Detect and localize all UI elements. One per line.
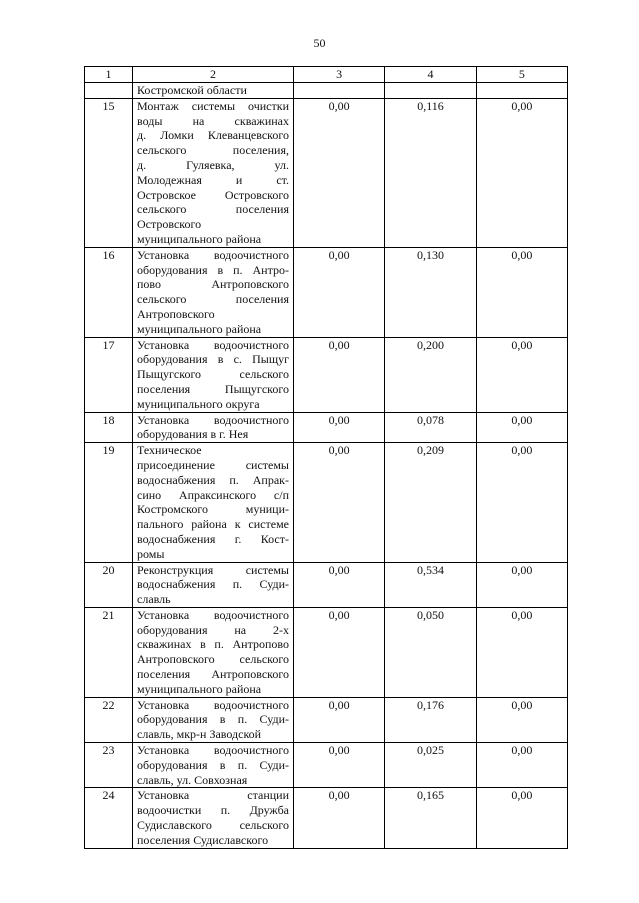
- description-line: присоединение системы: [137, 457, 289, 472]
- data-table: [84, 66, 568, 849]
- description-line: Островского: [137, 217, 202, 232]
- table-row: [85, 562, 568, 607]
- description-line: славль, мкр-н Заводской: [137, 727, 262, 742]
- row-value-col5: 0,00: [476, 697, 567, 742]
- description-line: муниципального района: [137, 681, 262, 696]
- description-line: Реконструкция системы: [137, 562, 289, 577]
- row-value-col5: 0,00: [476, 743, 567, 788]
- row-value-col5: 0,00: [476, 247, 567, 337]
- row-value-col3: 0,00: [294, 412, 385, 443]
- description-line: Судиславского сельского: [137, 818, 289, 833]
- description-line: муниципального района: [137, 231, 262, 246]
- header-col-2: 2: [133, 67, 294, 83]
- row-description: [133, 337, 294, 412]
- row-value-col3: 0,00: [294, 788, 385, 848]
- row-description: [133, 697, 294, 742]
- row-value-col3: 0,00: [294, 562, 385, 607]
- cell-col4: [385, 82, 476, 98]
- row-number: 19: [85, 443, 133, 562]
- table-row: [85, 247, 568, 337]
- description-line: Установка водоочистного: [137, 412, 289, 427]
- description-line: Костромского муници-: [137, 502, 289, 517]
- row-value-col4: 0,176: [385, 697, 476, 742]
- row-value-col4: 0,078: [385, 412, 476, 443]
- row-number: 24: [85, 788, 133, 848]
- description-line: сельского поселения: [137, 202, 289, 217]
- cell-col3: [294, 82, 385, 98]
- row-value-col3: 0,00: [294, 247, 385, 337]
- table-row: [85, 697, 568, 742]
- header-col-4: 4: [385, 67, 476, 83]
- description-line: сино Апраксинского с/п: [137, 487, 289, 502]
- row-value-col5: 0,00: [476, 443, 567, 562]
- description-line: сельского поселения,: [137, 143, 289, 158]
- description-line: оборудования в п. Антро-: [137, 262, 289, 277]
- description-line: ромы: [137, 546, 165, 561]
- description-line: Молодежная и ст.: [137, 172, 289, 187]
- description-line: славль: [137, 592, 171, 607]
- table-row: [85, 788, 568, 848]
- description-line: Установка станции: [137, 788, 289, 803]
- description-line: пального района к системе: [137, 517, 289, 532]
- description-line: Установка водоочистного: [137, 697, 289, 712]
- row-value-col3: 0,00: [294, 743, 385, 788]
- description-line: водоснабжения п. Апрак-: [137, 472, 289, 487]
- row-value-col4: 0,209: [385, 443, 476, 562]
- table-row: [85, 98, 568, 247]
- row-value-col5: 0,00: [476, 412, 567, 443]
- table-row: [85, 607, 568, 697]
- row-number: 21: [85, 607, 133, 697]
- row-number: 22: [85, 697, 133, 742]
- row-value-col3: 0,00: [294, 98, 385, 247]
- row-value-col3: 0,00: [294, 443, 385, 562]
- description-line: муниципального района: [137, 321, 262, 336]
- row-value-col5: 0,00: [476, 562, 567, 607]
- row-value-col4: 0,534: [385, 562, 476, 607]
- description-line: д. Ломки Клеванцевского: [137, 128, 289, 143]
- row-value-col3: 0,00: [294, 607, 385, 697]
- row-value-col4: 0,130: [385, 247, 476, 337]
- description-line: муниципального округа: [137, 396, 260, 411]
- description-line: сельского поселения: [137, 292, 289, 307]
- description-line: поселения Пыщугского: [137, 381, 289, 396]
- row-value-col3: 0,00: [294, 337, 385, 412]
- description-line: Островское Островского: [137, 187, 289, 202]
- row-value-col4: 0,165: [385, 788, 476, 848]
- continuation-row: [85, 82, 568, 98]
- row-description: [133, 743, 294, 788]
- description-line: водоснабжения п. Суди-: [137, 577, 289, 592]
- row-description: [133, 562, 294, 607]
- description-line: поселения Антроповского: [137, 667, 289, 682]
- row-value-col4: 0,050: [385, 607, 476, 697]
- description-line: пово Антроповского: [137, 277, 289, 292]
- description-line: д. Гуляевка, ул.: [137, 157, 289, 172]
- row-number: 23: [85, 743, 133, 788]
- table-header-row: [85, 67, 568, 83]
- description-line: воды на скважинах: [137, 113, 289, 128]
- row-description: [133, 247, 294, 337]
- row-value-col5: 0,00: [476, 607, 567, 697]
- description-line: Установка водоочистного: [137, 607, 289, 622]
- description-line: оборудования на 2-х: [137, 622, 289, 637]
- row-value-col5: 0,00: [476, 337, 567, 412]
- description-line: водоснабжения г. Кост-: [137, 531, 289, 546]
- description-line: Монтаж системы очистки: [137, 98, 289, 113]
- description-line: Антроповского сельского: [137, 652, 289, 667]
- table-row: [85, 337, 568, 412]
- description-line: оборудования в п. Суди-: [137, 712, 289, 727]
- row-value-col4: 0,116: [385, 98, 476, 247]
- row-description: [133, 412, 294, 443]
- table-row: [85, 412, 568, 443]
- description-line: оборудования в п. Суди-: [137, 757, 289, 772]
- description-line: Техническое: [137, 443, 202, 458]
- continuation-text: Костромской области: [133, 82, 294, 98]
- row-value-col5: 0,00: [476, 98, 567, 247]
- row-number: 15: [85, 98, 133, 247]
- description-line: оборудования в с. Пыщуг: [137, 352, 289, 367]
- row-number: 16: [85, 247, 133, 337]
- row-description: [133, 98, 294, 247]
- header-col-5: 5: [476, 67, 567, 83]
- page-number: 50: [313, 36, 326, 50]
- description-line: Установка водоочистного: [137, 743, 289, 758]
- table-row: [85, 443, 568, 562]
- row-value-col3: 0,00: [294, 697, 385, 742]
- header-col-1: 1: [85, 67, 133, 83]
- cell-num: [85, 82, 133, 98]
- row-number: 18: [85, 412, 133, 443]
- row-description: [133, 443, 294, 562]
- row-value-col5: 0,00: [476, 788, 567, 848]
- description-line: скважинах в п. Антропово: [137, 637, 289, 652]
- description-line: Установка водоочистного: [137, 247, 289, 262]
- row-value-col4: 0,025: [385, 743, 476, 788]
- description-line: Пыщугского сельского: [137, 367, 289, 382]
- description-line: водоочистки п. Дружба: [137, 803, 289, 818]
- description-line: оборудования в г. Нея: [137, 427, 249, 442]
- description-line: поселения Судиславского: [137, 832, 269, 847]
- row-description: [133, 607, 294, 697]
- description-line: Установка водоочистного: [137, 337, 289, 352]
- cell-col5: [476, 82, 567, 98]
- description-line: славль, ул. Совхозная: [137, 772, 248, 787]
- row-number: 17: [85, 337, 133, 412]
- table-row: [85, 743, 568, 788]
- header-col-3: 3: [294, 67, 385, 83]
- row-value-col4: 0,200: [385, 337, 476, 412]
- description-line: Антроповского: [137, 306, 215, 321]
- row-description: [133, 788, 294, 848]
- row-number: 20: [85, 562, 133, 607]
